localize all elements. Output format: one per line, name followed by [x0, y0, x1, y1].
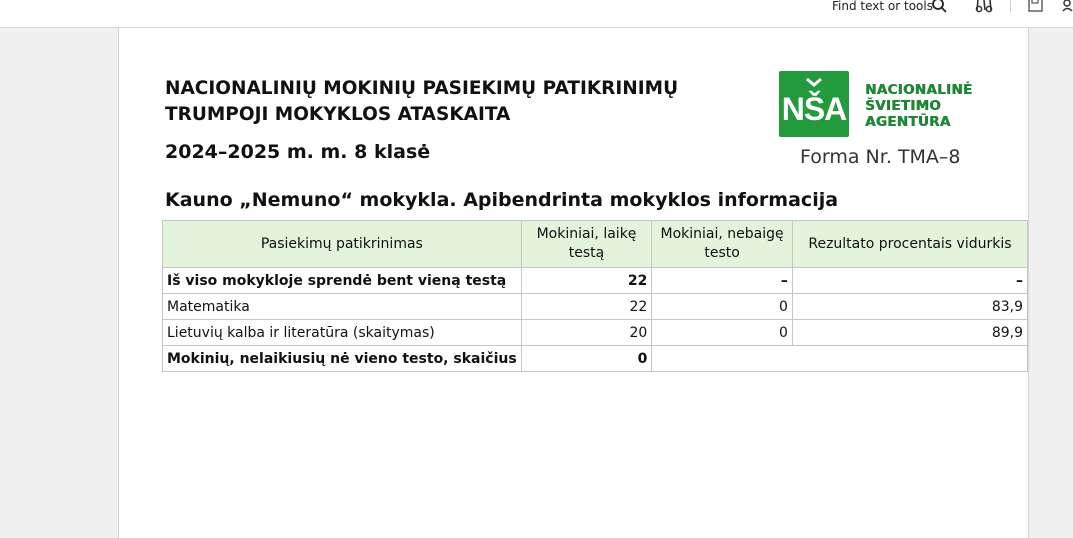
viewer-toolbar — [0, 0, 1073, 28]
column-header: Rezultato procentais vidurkis — [792, 221, 1027, 268]
took-count: 20 — [521, 320, 652, 346]
form-number: Forma Nr. TMA–8 — [800, 146, 961, 168]
row-label: Matematika — [163, 294, 522, 320]
summary-empty-cell — [652, 346, 1028, 372]
share-icon[interactable] — [1062, 0, 1073, 18]
section-title: Kauno „Nemuno“ mokykla. Apibendrinta mokyklos informacija — [165, 189, 839, 211]
search-icon[interactable] — [931, 0, 949, 18]
row-label: Iš viso mokykloje sprendė bent vieną testą — [163, 268, 522, 294]
report-title-line-1: NACIONALINIŲ MOKINIŲ PASIEKIMŲ PATIKRINIMŲ — [165, 78, 679, 99]
unfinished-count: – — [652, 268, 793, 294]
average-percent: 83,9 — [792, 294, 1027, 320]
nsa-logo-mark — [779, 71, 849, 137]
table-row — [163, 320, 1028, 346]
column-header: Mokiniai, nebaigę testo — [652, 221, 793, 268]
nsa-logo — [779, 71, 849, 137]
document-page — [118, 28, 1029, 538]
nsa-logo-mark-text: NŠA — [781, 91, 847, 127]
unfinished-count: 0 — [652, 320, 793, 346]
table-row-total — [163, 268, 1028, 294]
average-percent: 89,9 — [792, 320, 1027, 346]
find-text-or-tools-button[interactable]: Find text or tools — [832, 0, 933, 13]
column-header: Pasiekimų patikrinimas — [163, 221, 522, 268]
report-title — [165, 76, 678, 128]
summary-table — [162, 220, 1028, 372]
took-count: 22 — [521, 294, 652, 320]
toolbar-divider — [1010, 0, 1011, 12]
logo-text-line-1: NACIONALINĖ — [865, 82, 973, 98]
table-header-row — [163, 221, 1028, 268]
row-label: Lietuvių kalba ir literatūra (skaitymas) — [163, 320, 522, 346]
school-year-grade: 2024–2025 m. m. 8 klasė — [165, 141, 431, 163]
save-icon[interactable] — [1027, 0, 1045, 18]
unfinished-count: 0 — [652, 294, 793, 320]
nsa-logo-text — [865, 82, 972, 130]
table-row — [163, 294, 1028, 320]
column-header: Mokiniai, laikę testą — [521, 221, 652, 268]
summary-label: Mokinių, nelaikiusių nė vieno testo, skaičius — [163, 346, 522, 372]
logo-text-line-3: AGENTŪRA — [865, 114, 951, 130]
table-row-summary — [163, 346, 1028, 372]
summary-value: 0 — [521, 346, 652, 372]
report-title-line-2: TRUMPOJI MOKYKLOS ATASKAITA — [165, 104, 511, 125]
read-aloud-icon[interactable] — [975, 0, 995, 18]
logo-text-line-2: ŠVIETIMO — [865, 98, 941, 114]
average-percent: – — [792, 268, 1027, 294]
took-count: 22 — [521, 268, 652, 294]
